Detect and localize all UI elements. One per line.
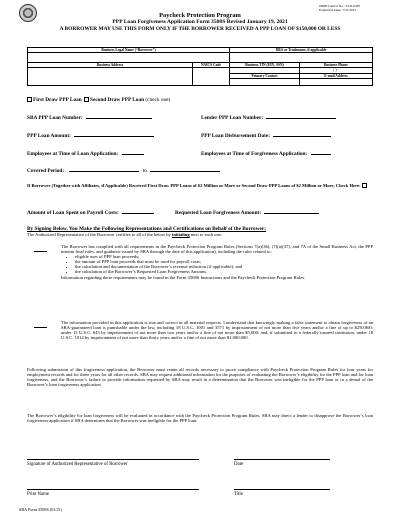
employees-forgiveness-label: Employees at Time of Forgiveness Application: bbox=[201, 151, 308, 157]
intro-text-a: The Authorized Representative of the Borrower certifies to all of the below by bbox=[27, 232, 173, 237]
naics-code-field[interactable] bbox=[193, 68, 230, 86]
naics-code-label: NAICS Code bbox=[193, 63, 230, 68]
covered-period-label: Covered Period: bbox=[27, 168, 65, 174]
date-line[interactable] bbox=[234, 459, 330, 460]
bullet-item: • eligible uses of PPP loan proceeds; bbox=[75, 254, 373, 259]
dba-field[interactable] bbox=[230, 53, 373, 63]
email-address-label: E-mail Address bbox=[300, 74, 373, 79]
certifications-heading: By Signing Below, You Make the Following Representations and Certifications on Behalf of the Borrower: bbox=[27, 226, 266, 232]
title-label: Title bbox=[234, 492, 243, 497]
affiliates-checkbox[interactable] bbox=[362, 183, 367, 188]
bullet-item: • the calculation of the Borrower’s Requested Loan Forgiveness Amount. bbox=[75, 269, 373, 274]
borrower-info-table bbox=[27, 47, 373, 86]
lender-loan-number-row bbox=[201, 115, 336, 121]
omb-control-number: OMB Control No.: 3245-0407 bbox=[319, 4, 361, 8]
program-title: Paycheck Protection Program bbox=[159, 12, 241, 19]
sba-loan-number-field[interactable] bbox=[86, 118, 152, 119]
sba-loan-number-row bbox=[27, 115, 152, 121]
covered-period-row bbox=[27, 168, 220, 174]
date-label: Date bbox=[234, 462, 244, 467]
covered-period-to: to bbox=[142, 168, 147, 174]
first-draw-checkbox[interactable] bbox=[27, 97, 32, 102]
employees-forgiveness-row bbox=[201, 151, 331, 157]
loan-amount-row bbox=[27, 133, 154, 139]
email-address-field[interactable] bbox=[300, 79, 373, 86]
loan-type-row bbox=[27, 97, 170, 103]
certifications-intro bbox=[27, 232, 222, 237]
business-legal-name-field[interactable] bbox=[28, 53, 230, 63]
business-address-field[interactable] bbox=[28, 68, 193, 86]
affiliates-question bbox=[27, 183, 373, 188]
employees-application-row bbox=[27, 151, 144, 157]
covered-period-start-field[interactable] bbox=[69, 171, 139, 172]
certification-1-text: The Borrower has complied with all requirements in the Paycheck Protection Program Rules (Sections 7(a)(36), (7)(a)(37), and 7A of the Small Business Act, the PPP interim final rules, and guidance issued by SBA through the date of this application), including the rules related to: bbox=[61, 244, 373, 255]
certification-2: The information provided in this application is true and correct in all material respects. I understand that knowingly making a false statement to obtain forgiveness of an SBA-guaranteed loan is punishable under the law, including 18 U.S.C. 1001 and 3571 by imprisonment of not more than five years and/or a fine of up to $250,000; under 15 U.S.C. 645 by imprisonment of not more than two years and/or a fine of not more than $5,000; and, if submitted to a federally insured institution, under 18 U.S.C. 1014 by imprisonment of not more than thirty years and/or a fine of not more than $1,000,000. bbox=[61, 320, 373, 341]
forgiveness-amount-row bbox=[175, 210, 319, 216]
primary-contact-field[interactable] bbox=[230, 79, 300, 86]
first-draw-label: First Draw PPP Loan bbox=[33, 97, 82, 103]
employees-forgiveness-field[interactable] bbox=[311, 154, 331, 155]
loan-amount-field[interactable] bbox=[74, 136, 154, 137]
certification-1 bbox=[61, 244, 373, 280]
check-one-note: (check one) bbox=[145, 97, 171, 103]
employees-application-label: Employees at Time of Loan Application: bbox=[27, 151, 119, 157]
loan-amount-label: PPP Loan Amount: bbox=[27, 133, 71, 139]
print-name-line[interactable] bbox=[27, 489, 199, 490]
business-phone-field[interactable]: ( ) - bbox=[300, 68, 373, 74]
lender-loan-number-field[interactable] bbox=[266, 118, 336, 119]
disbursement-date-row bbox=[201, 133, 331, 139]
intro-text-initialing: initialing bbox=[172, 232, 190, 237]
form-footer: SBA Form 3508S (01/21) bbox=[19, 507, 63, 512]
payroll-costs-label: Amount of Loan Spent on Payroll Costs: bbox=[27, 210, 119, 216]
print-name-label: Print Name bbox=[27, 492, 49, 497]
affiliates-question-text: If Borrower (Together with Affiliates, if Applicable) Received First Draw PPP Loans of $2 Million or More or Second Draw PPP Loans of $2 Million or More, Check Here: bbox=[27, 183, 361, 188]
covered-period-end-field[interactable] bbox=[150, 171, 220, 172]
intro-text-c: next to each one: bbox=[189, 232, 223, 237]
payroll-costs-row bbox=[27, 210, 154, 216]
payroll-costs-field[interactable] bbox=[122, 213, 154, 214]
employees-application-field[interactable] bbox=[122, 154, 144, 155]
disbursement-date-label: PPP Loan Disbursement Date: bbox=[201, 133, 271, 139]
disbursement-date-field[interactable] bbox=[273, 136, 331, 137]
certification-1-bullets bbox=[61, 254, 373, 274]
dba-label: DBA or Tradename, if applicable bbox=[230, 48, 373, 53]
second-draw-checkbox[interactable] bbox=[84, 97, 89, 102]
records-retention-paragraph: Following submission of this forgiveness application, the Borrower must retain all records necessary to prove compliance with Paycheck Protection Program Rules for four years for employment records and for three years for all other records. SBA may request additional information for the purposes of evaluating the Borrower’s eligibility for the PPP loan and for loan forgiveness, and the Borrower’s failure to provide information requested by SBA may result in a determination that the Borrower was ineligible for the PPP loan or in a denial of the Borrower’s loan forgiveness application. bbox=[27, 367, 373, 388]
business-tin-label: Business TIN (EIN, SSN) bbox=[230, 63, 300, 68]
form-title: PPP Loan Forgiveness Application Form 3508S Revised January 19, 2021 bbox=[112, 19, 288, 25]
forgiveness-amount-field[interactable] bbox=[264, 213, 319, 214]
business-legal-name-label: Business Legal Name (“Borrower”) bbox=[28, 48, 230, 53]
bullet-item: • the calculation and documentation of the Borrower’s revenue reduction (if applicable); and bbox=[75, 264, 373, 269]
expiration-date: Expiration Date: 7/31/2021 bbox=[319, 8, 357, 13]
initial-field-1[interactable] bbox=[34, 251, 47, 252]
lender-loan-number-label: Lender PPP Loan Number: bbox=[201, 115, 264, 121]
business-address-label: Business Address bbox=[28, 63, 193, 68]
initial-field-2[interactable] bbox=[34, 327, 47, 328]
eligibility-review-paragraph: The Borrower’s eligibility for loan forgiveness will be evaluated in accordance with the Paycheck Protection Program Rules. SBA may direct a lender to disapprove the Borrower’s loan forgiveness application if SBA determines that the Borrower was ineligible for the PPP loan. bbox=[27, 413, 373, 424]
sba-loan-number-label: SBA PPP Loan Number: bbox=[27, 115, 83, 121]
bullet-item: • the amount of PPP loan proceeds that must be used for payroll costs; bbox=[75, 259, 373, 264]
signature-label: Signature of Authorized Representative of Borrower bbox=[27, 462, 128, 467]
title-line[interactable] bbox=[234, 489, 330, 490]
signature-line[interactable] bbox=[27, 459, 199, 460]
eligibility-heading: A BORROWER MAY USE THIS FORM ONLY IF THE BORROWER RECEIVED A PPP LOAN OF $150,000 OR LESS bbox=[59, 26, 341, 32]
certification-1-end: Information regarding these requirements may be found in the Form 3508S Instructions and the Paycheck Protection Program Rules. bbox=[61, 274, 306, 280]
second-draw-label: Second Draw PPP Loan bbox=[90, 97, 145, 103]
primary-contact-label: Primary Contact bbox=[230, 74, 300, 79]
business-phone-label: Business Phone bbox=[300, 63, 373, 68]
forgiveness-amount-label: Requested Loan Forgiveness Amount: bbox=[175, 210, 262, 216]
